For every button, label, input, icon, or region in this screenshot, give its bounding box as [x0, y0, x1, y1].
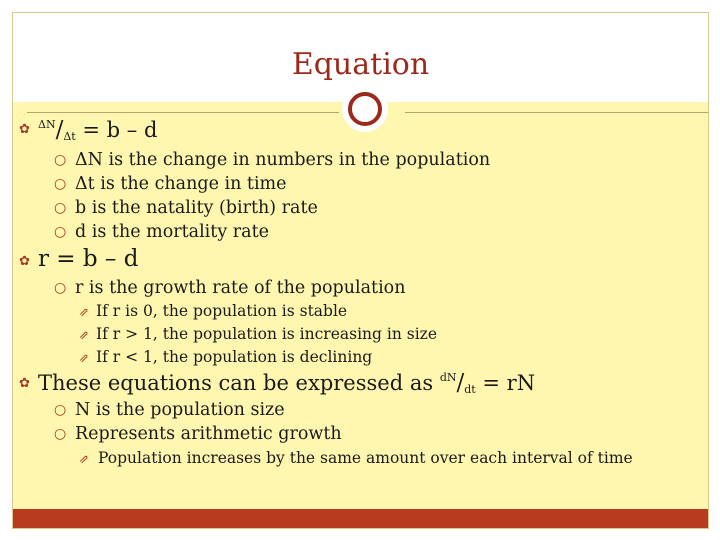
eq1-slash: / — [55, 117, 64, 143]
list-item: N is the population size — [75, 400, 285, 420]
circle-bullet-icon: ○ — [54, 426, 67, 442]
hollow-arrow-bullet-icon: ⇗ — [79, 305, 90, 319]
list-item: r is the growth rate of the population — [75, 278, 406, 298]
circle-bullet-icon: ○ — [54, 176, 67, 192]
list-item: b is the natality (birth) rate — [75, 198, 318, 218]
slide-title: Equation — [291, 47, 430, 82]
equation-3 — [38, 370, 535, 396]
eq3-text: These equations can be expressed as — [38, 371, 440, 395]
circle-bullet-icon: ○ — [54, 200, 67, 216]
eq1-denominator: Δt — [63, 130, 76, 143]
swirl-bullet-icon: ✿ — [19, 122, 30, 137]
eq1-rhs: = b – d — [75, 118, 158, 142]
circle-bullet-icon: ○ — [54, 402, 67, 418]
list-item: Represents arithmetic growth — [75, 424, 342, 444]
hollow-arrow-bullet-icon: ⇗ — [79, 351, 90, 365]
title-divider-left — [27, 112, 339, 113]
list-item: d is the mortality rate — [75, 222, 269, 242]
eq1-numerator: ΔN — [38, 118, 56, 131]
eq3-denominator: dt — [464, 383, 476, 396]
footer-bar — [13, 509, 708, 528]
circle-bullet-icon: ○ — [54, 224, 67, 240]
eq3-rhs: = rN — [475, 371, 536, 395]
sub-list-item: If r is 0, the population is stable — [96, 302, 348, 320]
circle-bullet-icon: ○ — [54, 280, 67, 296]
hollow-arrow-bullet-icon: ⇗ — [79, 452, 90, 466]
swirl-bullet-icon: ✿ — [19, 254, 30, 269]
swirl-bullet-icon: ✿ — [19, 376, 30, 391]
hollow-arrow-bullet-icon: ⇗ — [79, 328, 90, 342]
sub-list-item: Population increases by the same amount over each interval of time — [98, 449, 633, 467]
equation-1 — [38, 117, 157, 143]
sub-list-item: If r < 1, the population is declining — [96, 348, 373, 366]
equation-2: r = b – d — [38, 246, 139, 272]
list-item: ΔN is the change in numbers in the population — [75, 150, 491, 170]
eq3-numerator: dN — [439, 371, 457, 384]
sub-list-item: If r > 1, the population is increasing in size — [96, 325, 437, 343]
circle-bullet-icon: ○ — [54, 152, 67, 168]
title-divider-right — [405, 112, 708, 113]
list-item: Δt is the change in time — [75, 174, 287, 194]
ring-ornament-icon — [348, 92, 382, 126]
eq3-slash: / — [456, 370, 465, 396]
